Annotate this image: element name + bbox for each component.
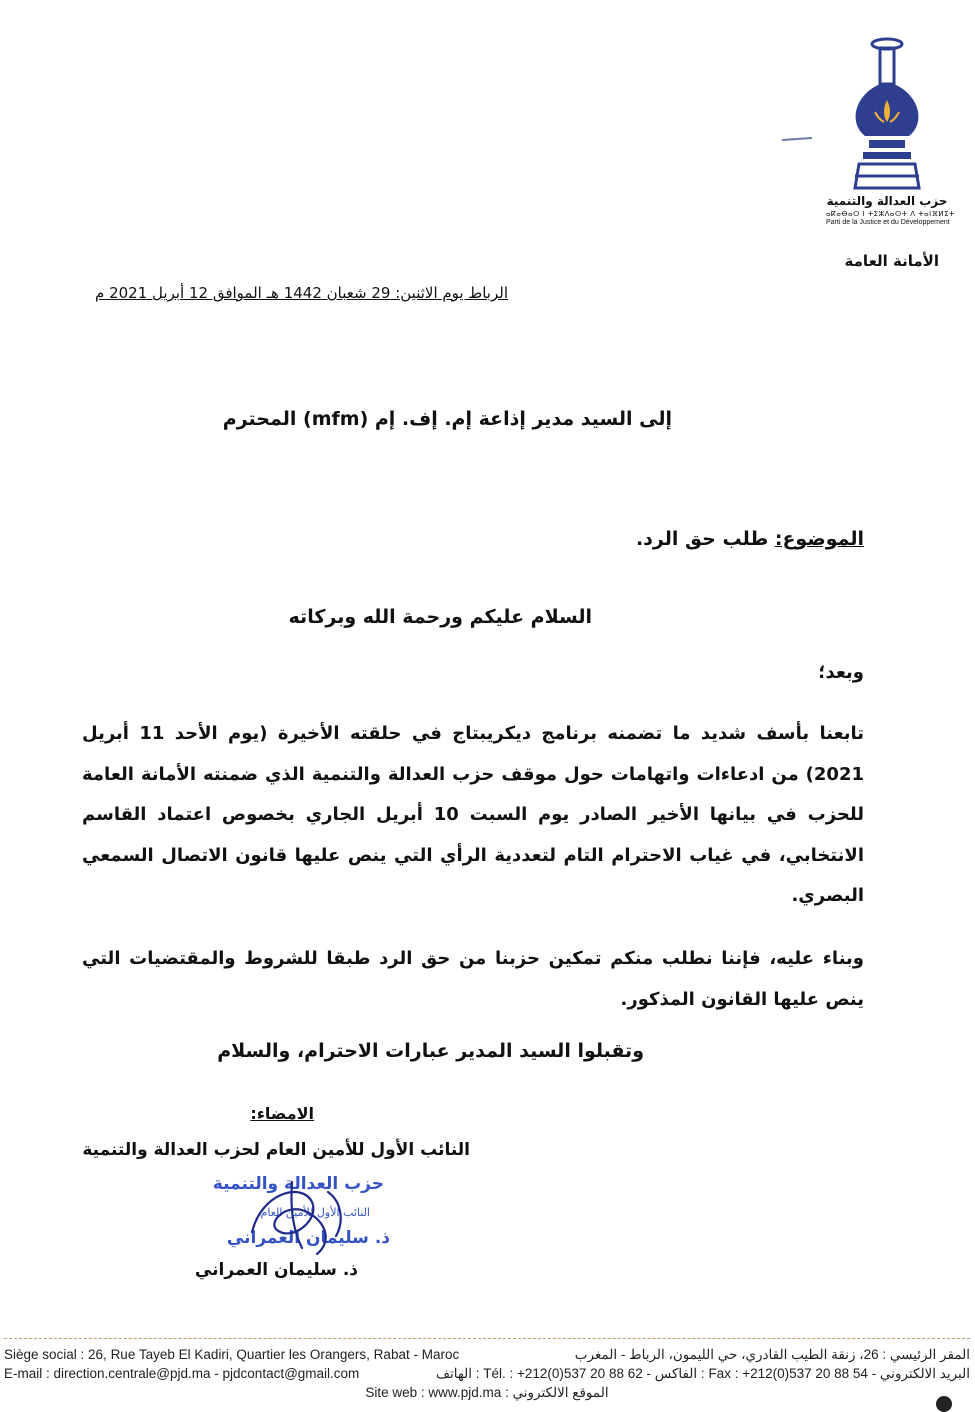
letter-opening: وبعد؛ (818, 662, 864, 683)
handwritten-signature (232, 1172, 362, 1264)
letter-closing: وتقبلوا السيد المدير عبارات الاحترام، والسلام (217, 1040, 644, 1062)
stamp-line-2: النائب الأول للأمين العام (260, 1206, 370, 1219)
letter-addressee: إلى السيد مدير إذاعة إم. إف. إم (mfm) المحترم (222, 408, 672, 430)
subject-text: طلب حق الرد. (635, 528, 775, 550)
party-logo (826, 36, 955, 246)
letter-paragraph-1: تابعنا بأسف شديد ما تضمنه برنامج ديكريبتاج في حلقته الأخيرة (يوم الأحد 11 أبريل 2021) من ادعاءات واتهامات حول موقف حزب العدالة والتنمية الذي ضمنته الأمانة العامة للحزب في بيانها الأخير الصادر يوم السبت 10 أبريل الجاري بخصوص اعتماد القاسم الانتخابي، في غياب الاحترام التام لتعددية الرأي التي ينص عليها قانون الاتصال السمعي البصري. (82, 723, 865, 906)
logo-party-name-tifinagh: ⴰⴽⴰⴱⴰⵔ ⵏ ⵜⵉⵣⴷⴰⵔⵜ ⴷ ⵜⴰⵏⴼⵍⵉⵜ (826, 210, 955, 218)
footer-address-fr: Siège social : 26, Rue Tayeb El Kadiri, Quartier les Orangers, Rabat - Maroc (4, 1347, 460, 1362)
letter-subject (500, 528, 864, 550)
signatory-name: ذ. سليمان العمراني (194, 1260, 358, 1280)
corner-mark (936, 1396, 952, 1412)
footer-divider (4, 1338, 970, 1339)
footer-contact-row (4, 1366, 970, 1384)
department-title: الأمانة العامة (844, 252, 939, 270)
letter-date: الرباط يوم الاثنين: 29 شعبان 1442 هـ الموافق 12 أبريل 2021 م (95, 284, 508, 302)
footer-address-ar: المقر الرئيسي : 26، زنقة الطيب القادري، حي الليمون، الرباط - المغرب (574, 1347, 970, 1362)
logo-party-name-fr: Parti de la Justice et du Développement (826, 219, 950, 226)
letter-paragraph-2: وبناء عليه، فإننا نطلب منكم تمكين حزبنا من حق الرد طبقا للشروط والمقتضيات التي ينص عليها القانون المذكور. (82, 948, 864, 1010)
footer-email: E-mail : direction.centrale@pjd.ma - pjdcontact@gmail.com (4, 1366, 360, 1381)
official-stamp (192, 1172, 392, 1264)
subject-label: الموضوع: (774, 528, 864, 550)
decorative-dash (782, 137, 812, 141)
signature-label: الامضاء: (250, 1104, 314, 1123)
letter-greeting: السلام عليكم ورحمة الله وبركاته (288, 606, 592, 628)
footer-address-row (4, 1347, 970, 1365)
signatory-title: النائب الأول للأمين العام لحزب العدالة والتنمية (82, 1140, 470, 1160)
lamp-icon (847, 36, 927, 192)
logo-party-name-ar: حزب العدالة والتنمية (826, 194, 948, 208)
footer-website: Site web : www.pjd.ma : الموقع الالكتروني (365, 1385, 609, 1400)
footer-phone-fax: البريد الالكتروني - Fax : +212(0)537 20 88 54 : الفاكس - Tél. : +212(0)537 20 88 62 : الهاتف (436, 1366, 970, 1381)
stamp-line-1: حزب العدالة والتنمية (212, 1174, 384, 1194)
stamp-line-3: ذ. سليمان العمراني (226, 1228, 390, 1248)
